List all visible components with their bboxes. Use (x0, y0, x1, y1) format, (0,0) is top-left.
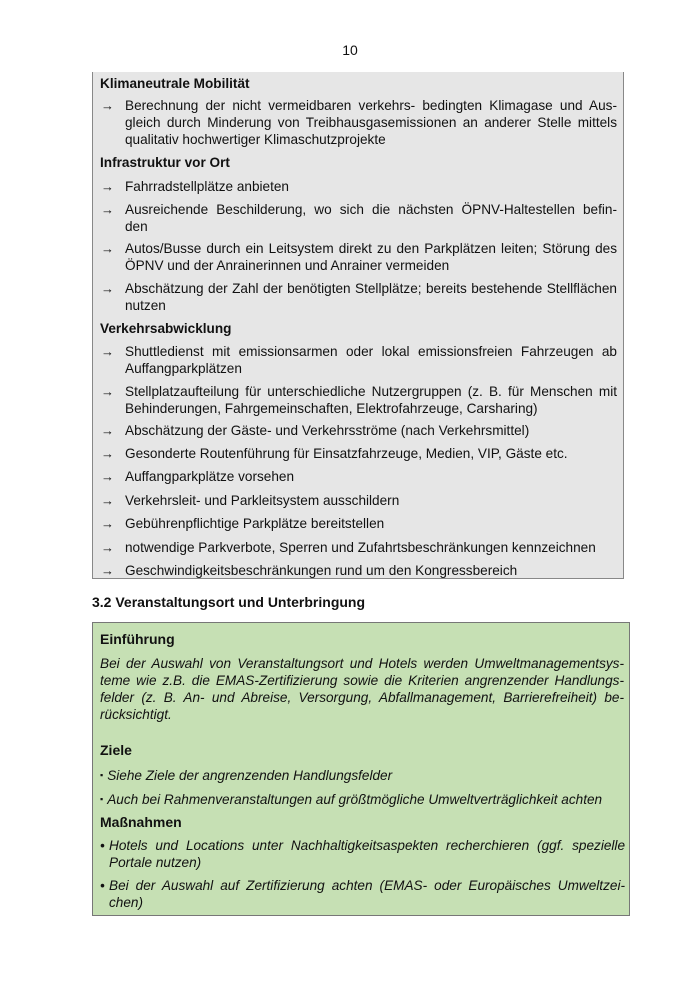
arrow-icon: → (101, 469, 114, 484)
mobility-heading: Klimaneutrale Mobilität (100, 76, 250, 91)
arrow-icon: → (101, 98, 114, 113)
list-item: Abschätzung der Gäste- und Verkehrsströme (nach Verkehrsmittel) (125, 423, 530, 438)
arrow-icon: → (101, 540, 114, 555)
infrastructure-heading: Infrastruktur vor Ort (100, 155, 230, 170)
arrow-icon: → (101, 384, 114, 399)
arrow-icon: → (101, 344, 114, 359)
list-item-line: den (125, 219, 148, 234)
list-item-line: Auffangparkplätzen (125, 361, 242, 376)
list-item-line: qualitativ hochwertiger Klimaschutzprojekte (125, 132, 386, 147)
bullet-icon: • (100, 838, 105, 853)
list-item-line: Abschätzung der Zahl der benötigten Stellplätze; bereits bestehende Stellflächen (125, 281, 617, 296)
list-item-line: Stellplatzaufteilung für unterschiedliche Nutzergruppen (z. B. für Menschen mit (125, 384, 617, 399)
list-item-line: Behinderungen, Fahrgemeinschaften, Elektrofahrzeuge, Carsharing) (125, 401, 538, 416)
list-item: Verkehrsleit- und Parkleitsystem ausschildern (125, 493, 400, 508)
page-number: 10 (342, 42, 358, 58)
list-item-line: Autos/Busse durch ein Leitsystem direkt zu den Parkplätzen leiten; Störung des (125, 241, 617, 256)
section-heading: 3.2 Veranstaltungsort und Unterbringung (92, 594, 366, 610)
list-item: Gesonderte Routenführung für Einsatzfahrzeuge, Medien, VIP, Gäste etc. (125, 446, 568, 461)
arrow-icon: → (101, 281, 114, 296)
measure-item-line: Hotels und Locations unter Nachhaltigkeitsaspekten recherchieren (ggf. spezielle (109, 838, 625, 853)
arrow-icon: → (101, 202, 114, 217)
bullet-icon: ▪ (100, 770, 104, 780)
list-item-line: Ausreichende Beschilderung, wo sich die nächsten ÖPNV-Haltestellen befin- (125, 202, 617, 217)
list-item-line: gleich durch Minderung von Treibhausgasemissionen an anderer Stelle mittels (125, 115, 617, 130)
arrow-icon: → (101, 241, 114, 256)
list-item-line: nutzen (125, 298, 166, 313)
intro-text-line: teme wie z.B. die EMAS-Zertifizierung sowie die Kriterien angrenzender Handlungs- (100, 673, 624, 688)
arrow-icon: → (101, 516, 114, 531)
list-item-line: Shuttledienst mit emissionsarmen oder lokal emissionsfreien Fahrzeugen ab (125, 344, 617, 359)
measure-item-line: Bei der Auswahl auf Zertifizierung achten (EMAS- oder Europäisches Umweltzei- (109, 878, 625, 893)
measure-item-line: chen) (109, 895, 144, 910)
list-item: notwendige Parkverbote, Sperren und Zufahrtsbeschränkungen kennzeichnen (125, 540, 596, 555)
list-item: Geschwindigkeitsbeschränkungen rund um den Kongressbereich (125, 563, 518, 578)
arrow-icon: → (101, 423, 114, 438)
arrow-icon: → (101, 493, 114, 508)
bullet-icon: • (100, 878, 105, 893)
goal-text: Siehe Ziele der angrenzenden Handlungsfelder (107, 768, 393, 783)
goals-heading: Ziele (100, 742, 132, 758)
goal-item (100, 791, 602, 808)
list-item-line: Berechnung der nicht vermeidbaren verkehrs- bedingten Klimagase und Aus- (125, 98, 617, 113)
list-item: Gebührenpflichtige Parkplätze bereitstellen (125, 516, 385, 531)
list-item: Fahrradstellplätze anbieten (125, 179, 289, 194)
arrow-icon: → (101, 179, 114, 194)
intro-text-line: rücksichtigt. (100, 707, 172, 722)
intro-text-line: felder (z. B. An- und Abreise, Versorgung, Abfallmanagement, Barrierefreiheit) be- (100, 690, 624, 705)
measures-heading: Maßnahmen (100, 814, 182, 830)
list-item: Auffangparkplätze vorsehen (125, 469, 295, 484)
goal-item (100, 767, 392, 784)
arrow-icon: → (101, 563, 114, 578)
intro-text-line: Bei der Auswahl von Veranstaltungsort und Hotels werden Umweltmanagementsys- (100, 656, 624, 671)
bullet-icon: ▪ (100, 794, 104, 804)
traffic-heading: Verkehrsabwicklung (100, 321, 232, 336)
goal-text: Auch bei Rahmenveranstaltungen auf größtmögliche Umweltverträglichkeit achten (107, 792, 603, 807)
intro-heading: Einführung (100, 631, 175, 647)
arrow-icon: → (101, 446, 114, 461)
measure-item-line: Portale nutzen) (109, 855, 202, 870)
list-item-line: ÖPNV und der Anrainerinnen und Anrainer vermeiden (125, 258, 450, 273)
